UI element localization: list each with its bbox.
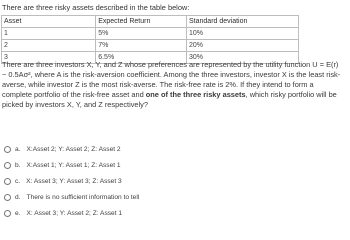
option-label: X:Asset 2; Y: Asset 2; Z: Asset 2 [26,145,121,153]
option-label: X:Asset 1; Y: Asset 1; Z: Asset 1 [26,161,121,169]
table-row [2,40,299,52]
radio-button[interactable] [4,146,11,153]
option-letter: a. [15,145,21,153]
option-label: X: Asset 3; Y: Asset 2; Z: Asset 1 [26,209,123,217]
option-letter: c. [15,177,21,185]
cell-standard-deviation: 10% [187,28,299,40]
cell-standard-deviation: 30% [187,52,299,64]
cell-expected-return: 5% [96,28,187,40]
radio-button[interactable] [4,162,11,169]
option-d[interactable] [4,192,139,203]
option-a[interactable] [4,144,139,155]
cell-standard-deviation: 20% [187,40,299,52]
radio-button[interactable] [4,178,11,185]
cell-asset: 1 [2,28,96,40]
radio-button[interactable] [4,210,11,217]
cell-expected-return: 7% [96,40,187,52]
question-emphasis: one of the three risky assets [145,90,246,99]
question-part-2: , which risky portfolio will be picked by investors X, Y, and Z respectively? [2,90,337,109]
cell-expected-return: 6.5% [96,52,187,64]
header-standard-deviation: Standard deviation [187,16,299,28]
header-expected-return: Expected Return [96,16,187,28]
radio-button[interactable] [4,194,11,201]
assets-table [1,15,299,64]
option-letter: d. [15,193,21,201]
intro-text: There are three risky assets described in the table below: [2,3,190,12]
option-c[interactable] [4,176,139,187]
question-text [2,60,344,110]
answer-options [4,144,139,224]
option-e[interactable] [4,208,139,219]
option-letter: e. [15,209,21,217]
option-label: There is no sufficient information to tell [26,193,140,201]
table-header-row [2,16,299,28]
cell-asset: 2 [2,40,96,52]
question-part-1: There are three investors X, Y, and Z whose preferences are represented by the utility function U = E(r) − 0.5Aσ², where A is the risk-aversion coefficient. Among the three investors, investor X is the least risk-averse, while investor Z is the most risk-averse. The risk-free rate is 2%. If they intend to form a complete portfolio of the risk-free asset and [2,60,341,99]
option-b[interactable] [4,160,139,171]
option-letter: b. [15,161,21,169]
header-asset: Asset [2,16,96,28]
cell-asset: 3 [2,52,96,64]
table-row [2,28,299,40]
option-label: X: Asset 3; Y: Asset 3; Z: Asset 3 [26,177,122,185]
